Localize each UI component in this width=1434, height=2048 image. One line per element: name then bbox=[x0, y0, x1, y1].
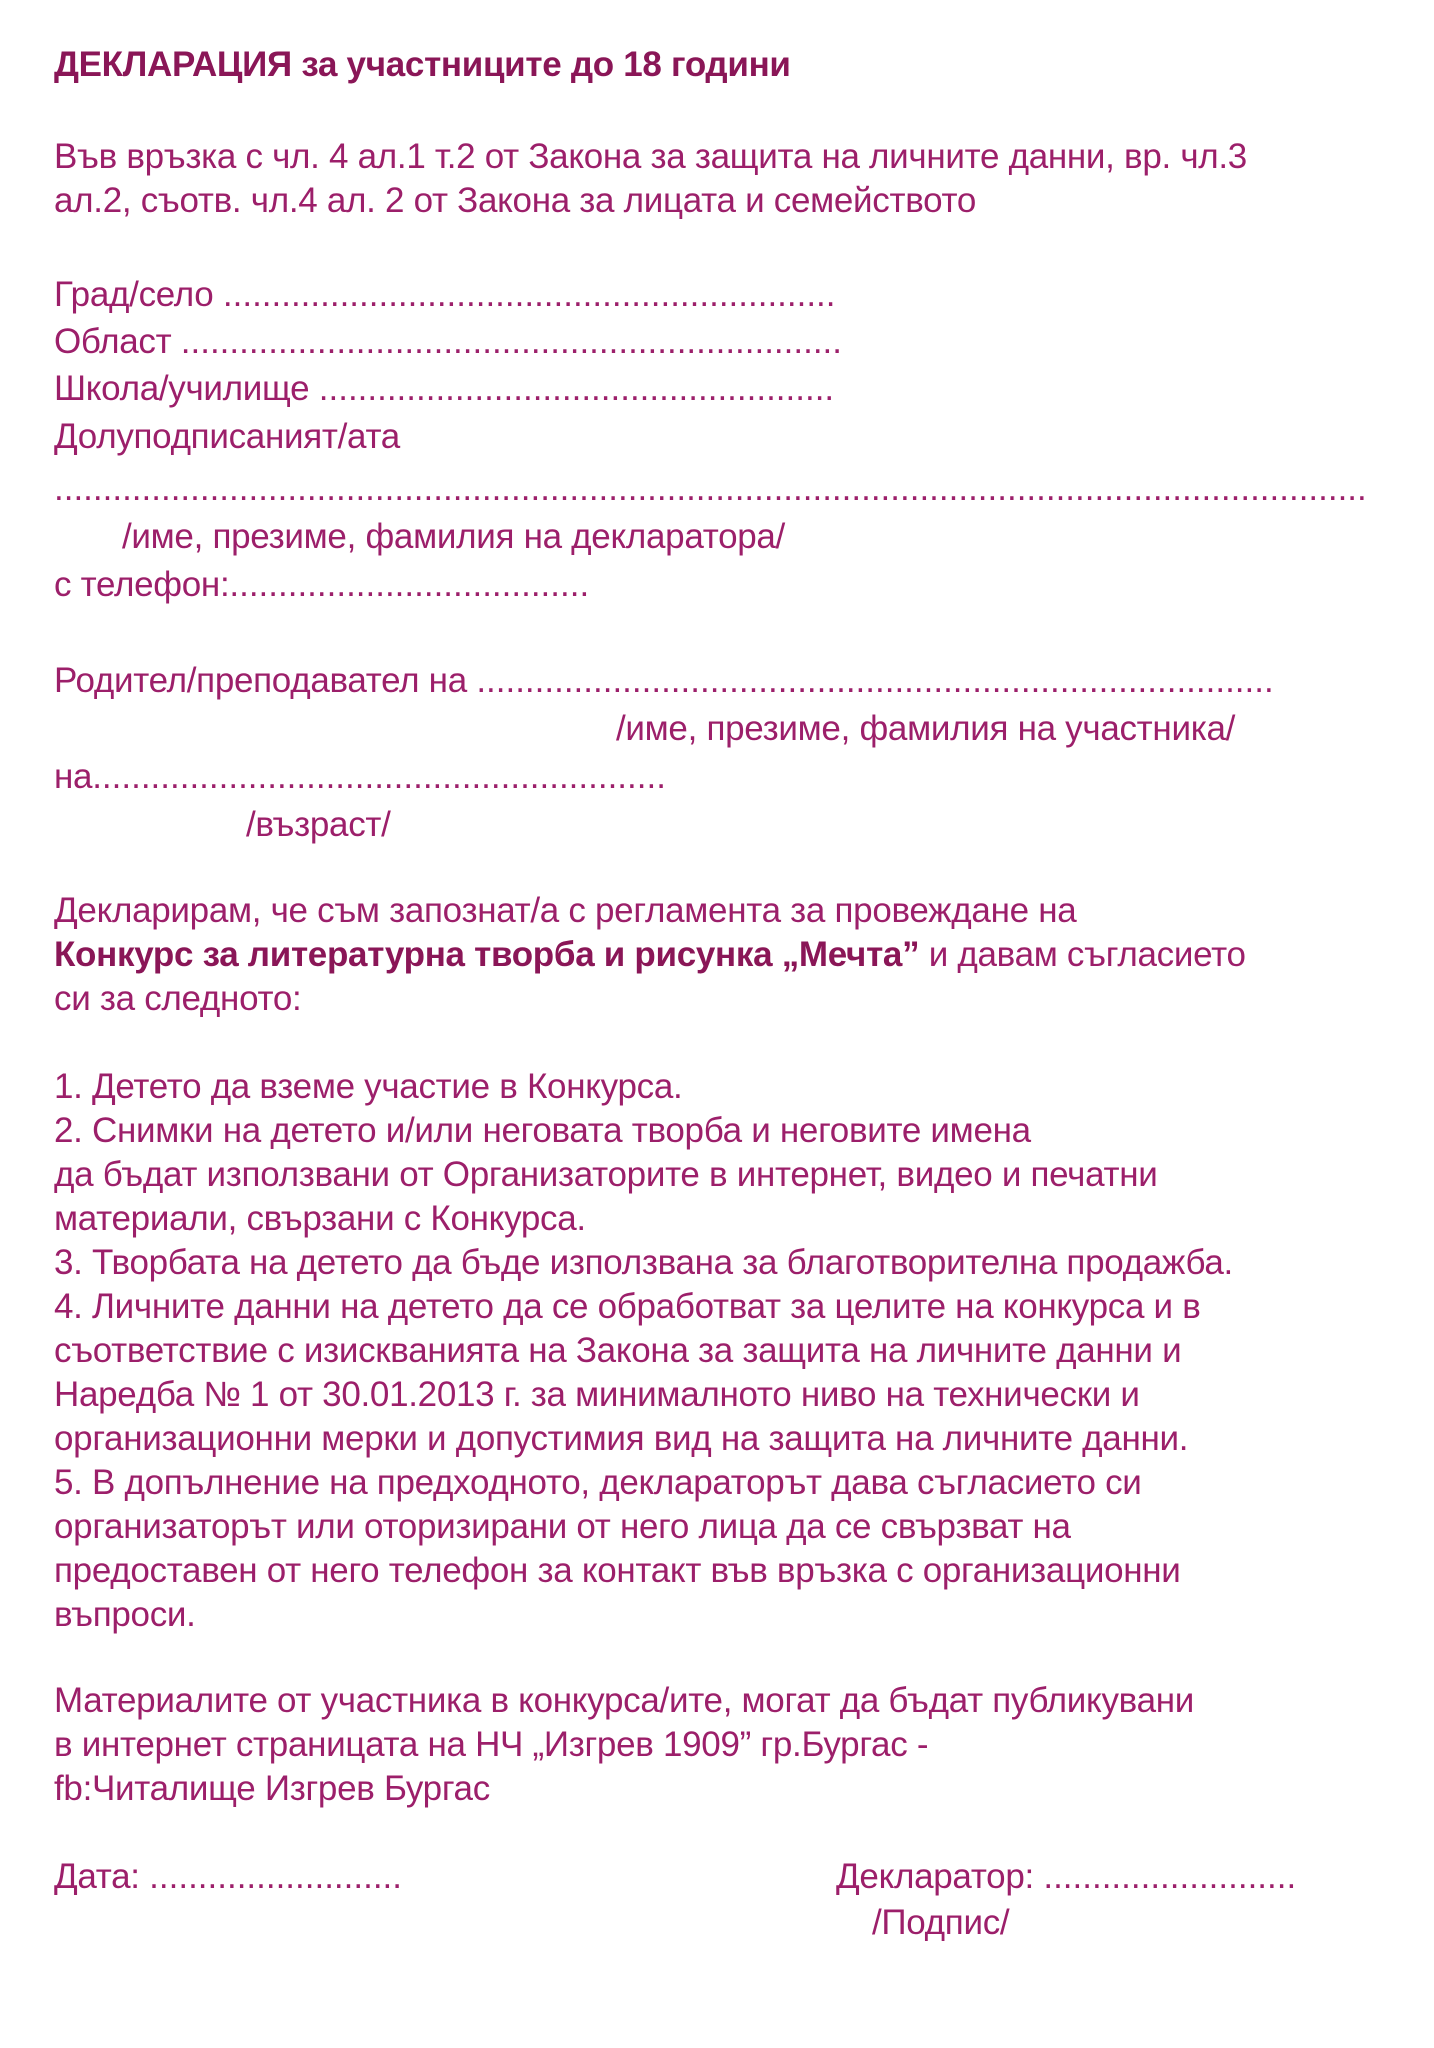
consent-line: 4. Личните данни на детето да се обработват за целите на конкурса и в bbox=[54, 1287, 1201, 1326]
publication-line: fb:Читалище Изгрев Бургас bbox=[54, 1769, 490, 1808]
date-field bbox=[54, 1856, 402, 1898]
document-title: ДЕКЛАРАЦИЯ за участниците до 18 години bbox=[54, 45, 791, 84]
publication-line: в интернет страницата на НЧ „Изгрев 1909” гр.Бургас - bbox=[54, 1725, 929, 1764]
legal-basis-line-2: ал.2, съотв. чл.4 ал. 2 от Закона за лицата и семейството bbox=[54, 181, 977, 220]
consent-line: съответствие с изискванията на Закона за защита на личните данни и bbox=[54, 1331, 1182, 1370]
date-input-line[interactable]: .......................... bbox=[149, 1857, 402, 1896]
region-label: Област bbox=[54, 322, 172, 361]
consent-line: материали, свързани с Конкурса. bbox=[54, 1199, 586, 1238]
school-label: Школа/училище bbox=[54, 369, 310, 408]
consent-line: организационни мерки и допустимия вид на защита на личните данни. bbox=[54, 1419, 1189, 1458]
consent-line: 5. В допълнение на предходното, деклараторът дава съгласието си bbox=[54, 1463, 1142, 1502]
signature-hint: /Подпис/ bbox=[872, 1903, 1010, 1942]
consent-line: да бъдат използвани от Организаторите в интернет, видео и печатни bbox=[54, 1155, 1158, 1194]
declarant-name-input-line[interactable]: ....................................................................................................................................... bbox=[54, 469, 1367, 508]
parent-of-label: Родител/преподавател на bbox=[54, 661, 467, 700]
declarant-signature-field bbox=[836, 1856, 1296, 1898]
legal-basis-line-1: Във връзка с чл. 4 ал.1 т.2 от Закона за защита на личните данни, вр. чл.3 bbox=[54, 137, 1247, 176]
consent-line: въпроси. bbox=[54, 1595, 196, 1634]
publication-line: Материалите от участника в конкурса/ите, могат да бъдат публикувани bbox=[54, 1681, 1195, 1720]
phone-input-line[interactable]: ..................................... bbox=[229, 565, 590, 604]
phone-label: с телефон: bbox=[54, 565, 230, 604]
consent-line: 2. Снимки на детето и/или неговата творба и неговите имена bbox=[54, 1111, 1031, 1150]
age-label: на bbox=[54, 757, 93, 796]
consent-line: 3. Творбата на детето да бъде използвана за благотворителна продажба. bbox=[54, 1243, 1233, 1282]
undersigned-label: Долуподписаният/ата bbox=[54, 417, 400, 456]
region-input-line[interactable]: .................................................................... bbox=[180, 322, 843, 361]
school-input-line[interactable]: ..................................................... bbox=[318, 369, 835, 408]
consent-line: предоставен от него телефон за контакт във връзка с организационни bbox=[54, 1551, 1181, 1590]
city-field bbox=[54, 274, 836, 316]
school-field bbox=[54, 368, 834, 410]
region-field bbox=[54, 321, 842, 363]
participant-name-hint: /име, презиме, фамилия на участника/ bbox=[616, 709, 1236, 748]
declaration-line-1: Декларирам, че съм запознат/а с регламента за провеждане на bbox=[54, 891, 1077, 930]
age-field bbox=[54, 756, 666, 798]
declarant-label: Декларатор: bbox=[836, 1857, 1034, 1896]
city-input-line[interactable]: ............................................................... bbox=[222, 275, 836, 314]
date-label: Дата: bbox=[54, 1857, 140, 1896]
age-input-line[interactable]: ........................................................... bbox=[92, 757, 666, 796]
declaration-line-2-rest: и давам съгласието bbox=[919, 935, 1246, 974]
signature-input-line[interactable]: .......................... bbox=[1043, 1857, 1297, 1896]
declaration-line-2 bbox=[54, 934, 1246, 976]
consent-line: Наредба № 1 от 30.01.2013 г. за минималното ниво на технически и bbox=[54, 1375, 1140, 1414]
phone-field bbox=[54, 564, 589, 606]
age-hint: /възраст/ bbox=[246, 805, 391, 844]
consent-line: организаторът или оторизирани от него лица да се свързват на bbox=[54, 1507, 1071, 1546]
city-label: Град/село bbox=[54, 275, 214, 314]
declaration-line-3: си за следното: bbox=[54, 979, 302, 1018]
parent-of-field bbox=[54, 660, 1274, 702]
contest-name: Конкурс за литературна творба и рисунка „Мечта” bbox=[54, 935, 920, 974]
consent-line: 1. Детето да вземе участие в Конкурса. bbox=[54, 1067, 683, 1106]
participant-name-input-line[interactable]: .................................................................................. bbox=[476, 661, 1274, 700]
declarant-name-hint: /име, презиме, фамилия на декларатора/ bbox=[122, 517, 785, 556]
